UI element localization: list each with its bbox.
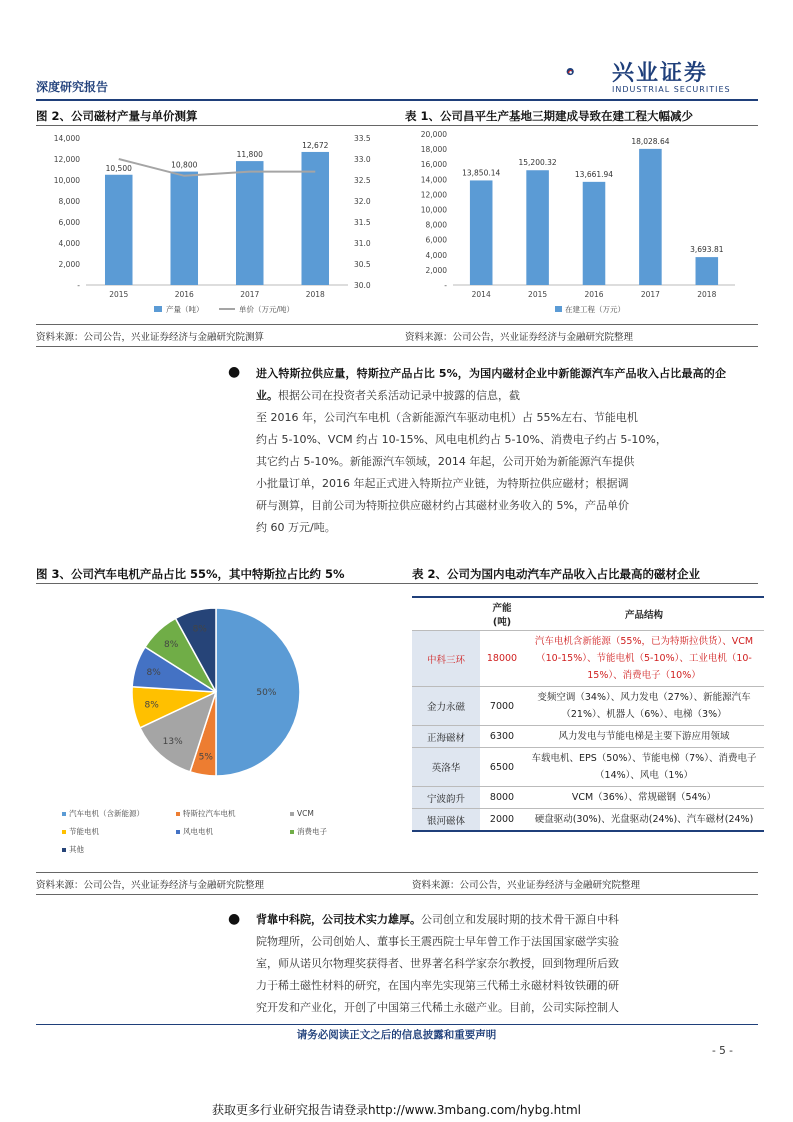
bar	[583, 182, 606, 285]
x-tick-label: 2017	[240, 290, 260, 299]
y-tick-label: 4,000	[425, 250, 447, 260]
source-rule-1	[36, 324, 758, 325]
bar-data-label: 10,800	[171, 160, 198, 170]
legend-label: 其他	[69, 845, 84, 854]
bar	[170, 172, 198, 285]
logo	[566, 52, 606, 92]
x-tick-label: 2016	[584, 290, 604, 299]
source-rule-2	[36, 346, 758, 347]
pie-value-label: 8%	[192, 624, 207, 635]
table-header-row	[412, 597, 764, 631]
table-row: 英洛华 6500 车载电机、EPS（50%）、节能电梯（7%）、消费电子（14%）、风电（1%）	[412, 748, 764, 787]
x-tick-label: 2017	[640, 290, 660, 299]
bullet-icon: ●	[228, 364, 241, 380]
pie-value-label: 8%	[146, 667, 161, 678]
source-rule-3	[36, 872, 758, 873]
bar-data-label: 10,500	[105, 163, 132, 173]
bar-data-label: 15,200.32	[518, 158, 557, 168]
pie-value-label: 50%	[256, 688, 277, 698]
y-tick-label: 10,000	[420, 205, 447, 215]
y-tick-label: 10,000	[53, 176, 80, 185]
x-tick-label: 2015	[528, 290, 548, 299]
legend-label: 特斯拉汽车电机	[183, 809, 236, 818]
legend-swatch	[290, 830, 294, 834]
paragraph-cas: 背靠中科院，公司技术实力雄厚。公司创立和发展时期的技术骨干源自中科 院物理所，公司创始人、董事长王震西院士早年曾工作于法国国家磁学实验 室，师从诺贝尔物理奖获得者、世界著名科学家奈尔教授，回到物理所后致 力于稀土磁性材料的研究，在国内率先实现第三代稀土永磁材料钕铁硼的研 究开发和产业化，开创了中国第三代稀土永磁产业。目前，公司实际控制人	[256, 913, 619, 1014]
disclaimer-note: 请务必阅读正文之后的信息披露和重要声明	[296, 1029, 497, 1041]
footer-rule	[36, 1024, 758, 1025]
table-row: 金力永磁 7000 变频空调（34%）、风力发电（27%）、新能源汽车（21%）、机器人（6%）、电梯（3%）	[412, 687, 764, 726]
x-tick-label: 2015	[109, 290, 129, 299]
x-tick-label: 2016	[174, 290, 194, 299]
pie-value-label: 5%	[198, 752, 213, 763]
legend-swatch	[62, 848, 66, 852]
y2-tick-label: 33.0	[354, 155, 371, 164]
bar-data-label: 11,800	[236, 150, 263, 160]
download-link[interactable]: 获取更多行业研究报告请登录http://www.3mbang.com/hybg.html	[211, 1103, 581, 1117]
legend-label: 在建工程（万元）	[565, 305, 625, 314]
legend-label: 消费电子	[297, 827, 327, 836]
y-tick-label: 14,000	[53, 134, 80, 143]
bar-data-label: 13,661.94	[574, 169, 614, 179]
y2-tick-label: 30.0	[354, 281, 371, 290]
legend-bar-label: 产量（吨）	[166, 305, 204, 314]
bar	[526, 170, 549, 285]
fig-title-rule	[36, 125, 758, 126]
y2-tick-label: 30.5	[354, 260, 371, 269]
page-number: - 5 -	[712, 1045, 733, 1057]
y-tick-label: 20,000	[420, 130, 447, 139]
bar	[236, 161, 264, 285]
fig2-title: 图 2、公司磁材产量与单价测算	[36, 109, 198, 123]
x-tick-label: 2018	[697, 290, 717, 299]
table-row: 银河磁体 2000 硬盘驱动(30%)、光盘驱动(24%)、汽车磁材(24%)	[412, 809, 764, 832]
y2-tick-label: 31.0	[354, 239, 371, 248]
table2-title: 表 2、公司为国内电动汽车产品收入占比最高的磁材企业	[412, 567, 701, 581]
logo-subtext: INDUSTRIAL SECURITIES	[612, 85, 731, 94]
x-tick-label: 2014	[471, 290, 491, 299]
y-tick-label: -	[444, 281, 447, 290]
legend-swatch	[290, 812, 294, 816]
legend-swatch	[176, 812, 180, 816]
legend-swatch	[62, 830, 66, 834]
fig3-source: 资料来源：公司公告，兴业证券经济与金融研究院整理	[36, 880, 265, 891]
y-tick-label: 16,000	[420, 160, 447, 170]
table-row: 正海磁材 6300 风力发电与节能电梯是主要下游应用领域	[412, 726, 764, 748]
legend-swatch	[62, 812, 66, 816]
y-tick-label: 6,000	[425, 235, 447, 245]
y2-tick-label: 33.5	[354, 134, 371, 143]
paragraph-lead: 背靠中科院，公司技术实力雄厚。	[256, 913, 421, 926]
bar	[105, 175, 133, 285]
y-tick-label: 8,000	[58, 197, 80, 206]
y-tick-label: 6,000	[58, 218, 80, 227]
legend-bar-swatch	[154, 306, 162, 312]
legend-swatch	[555, 306, 562, 312]
legend-label: VCM	[297, 809, 314, 818]
logo-text: 兴业证券	[612, 61, 709, 86]
legend-label: 汽车电机（含新能源）	[69, 809, 144, 818]
table2-source: 资料来源：公司公告，兴业证券经济与金融研究院整理	[412, 880, 641, 891]
report-type-label: 深度研究报告	[36, 80, 109, 94]
fig2-chart	[36, 128, 388, 320]
y-tick-label: -	[77, 281, 80, 290]
pie-value-label: 13%	[162, 737, 183, 748]
paragraph-tesla: 进入特斯拉供应量，特斯拉产品占比 5%，为国内磁材企业中新能源汽车产品收入占比最高的企业。根据公司在投资者关系活动记录中披露的信息，截 至 2016 年，公司汽车电机（含新能源汽车驱动电机）占 55%左右、节能电机 约占 5-10%、VCM 约占 10-15%、风电电机约占 5-10%、消费电子约占 5-10%， 其它约占 5-10%。新能源汽车领域，2014 年起，公司开始为新能源汽车提供 小批量订单，2016 年起正式进入特斯拉产业链，为特斯拉供应磁材；根据调 研与测算，目前公司为特斯拉供应磁材约占其磁材业务收入的 5%，产品单价 约 60 万元/吨。	[256, 367, 726, 534]
bar	[696, 257, 719, 285]
y2-tick-label: 32.0	[354, 197, 371, 206]
fig3-title-rule	[36, 583, 758, 584]
fig2-source: 资料来源：公司公告，兴业证券经济与金融研究院测算	[36, 332, 265, 343]
table1-chart	[405, 128, 765, 320]
paragraph-lead: 进入特斯拉供应量，特斯拉产品占比 5%，为国内磁材企业中新能源汽车产品收入占比最高的企业。	[256, 367, 726, 402]
structure-header: 产品结构	[624, 610, 663, 621]
header-rule	[36, 99, 758, 101]
table-row: 宁波韵升 8000 VCM（36%）、常规磁钢（54%）	[412, 787, 764, 809]
bar	[470, 180, 493, 285]
legend-swatch	[176, 830, 180, 834]
y2-tick-label: 32.5	[354, 176, 371, 185]
bar	[639, 149, 662, 285]
y-tick-label: 8,000	[425, 220, 447, 230]
legend-label: 风电电机	[183, 827, 213, 836]
y-tick-label: 12,000	[420, 190, 447, 200]
fig3-title: 图 3、公司汽车电机产品占比 55%，其中特斯拉占比约 5%	[36, 567, 345, 581]
source-rule-4	[36, 894, 758, 895]
bar-data-label: 3,693.81	[690, 245, 724, 255]
price-line	[119, 159, 316, 176]
table-row: 中科三环 18000 汽车电机含新能源（55%，已为特斯拉供货）、VCM（10-15%）、节能电机（5-10%）、工业电机（10-15%）、消费电子（10%）	[412, 631, 764, 687]
bar-data-label: 18,028.64	[631, 136, 670, 146]
y-tick-label: 18,000	[420, 145, 447, 155]
y-tick-label: 2,000	[425, 265, 447, 275]
table2	[412, 596, 764, 832]
pie-value-label: 8%	[164, 640, 179, 651]
x-tick-label: 2018	[305, 290, 325, 299]
fig3-pie-chart	[36, 590, 406, 870]
y-tick-label: 4,000	[58, 239, 80, 248]
bullet-icon: ●	[228, 911, 241, 927]
y-tick-label: 12,000	[53, 155, 80, 164]
capacity-header: 产能 (吨)	[492, 603, 512, 628]
table1-title: 表 1、公司昌平生产基地三期建成导致在建工程大幅减少	[405, 109, 694, 123]
y-tick-label: 14,000	[420, 175, 447, 185]
legend-label: 节能电机	[69, 827, 99, 836]
table1-source: 资料来源：公司公告，兴业证券经济与金融研究院整理	[405, 332, 634, 343]
y-tick-label: 2,000	[58, 260, 80, 269]
legend-line-label: 单价（万元/吨）	[239, 305, 295, 314]
bar-data-label: 12,672	[302, 140, 329, 150]
pie-value-label: 8%	[144, 700, 159, 711]
bar-data-label: 13,850.14	[462, 168, 501, 178]
y2-tick-label: 31.5	[354, 218, 371, 227]
